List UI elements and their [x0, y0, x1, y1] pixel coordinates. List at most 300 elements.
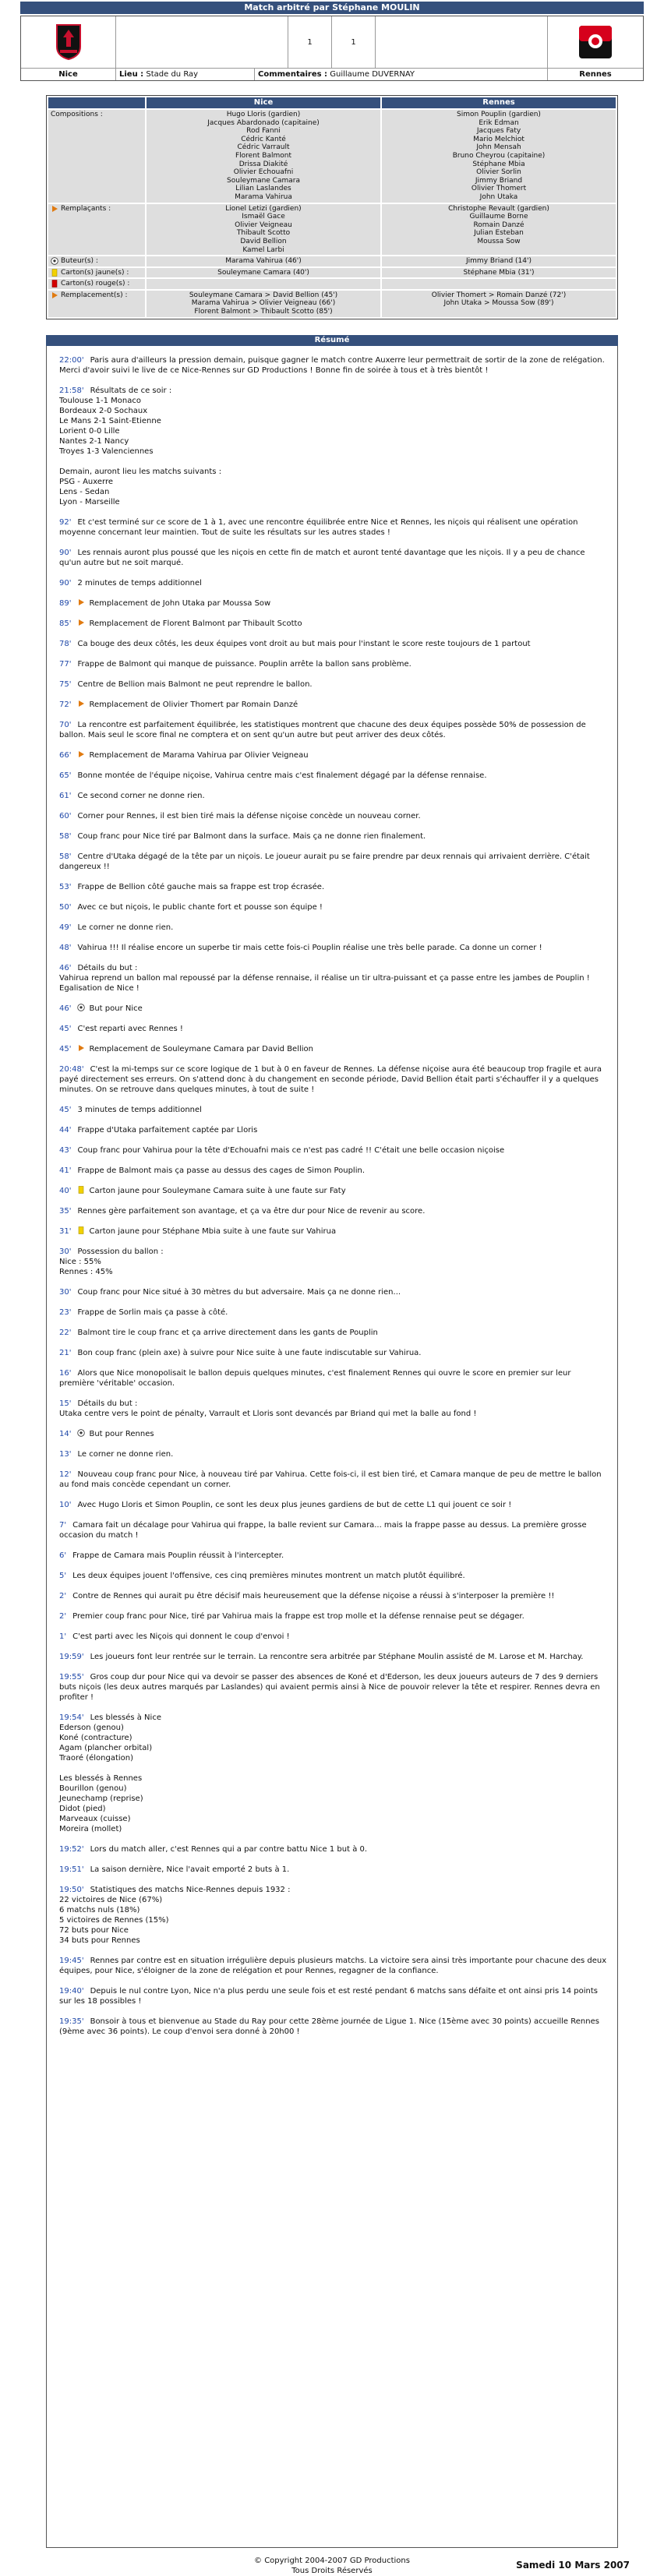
- entry-text: Remplacement de John Utaka par Moussa Sow: [89, 598, 271, 608]
- entry-text: Centre de Bellion mais Balmont ne peut reprendre le ballon.: [77, 679, 313, 689]
- lineup-row: [48, 256, 616, 266]
- goal-icon: [77, 1429, 85, 1437]
- entry-text-line: Rennes : 45%: [59, 1267, 113, 1276]
- entry-time: 22:00': [59, 355, 84, 365]
- entry-text: Ca bouge des deux côtés, les deux équipes vont droit au but mais pour l'instant le score reste toujours de 1 partout: [77, 639, 531, 648]
- entry-text-line: Nice : 55%: [59, 1257, 101, 1266]
- entry-time: 19:54': [59, 1713, 84, 1722]
- commentary-entry: [59, 791, 608, 801]
- match-scoreboard: [20, 16, 644, 81]
- entry-time: 10': [59, 1500, 72, 1509]
- player-name: Stéphane Mbia (31'): [463, 268, 535, 277]
- commentary-entry: [59, 852, 608, 872]
- commentary-entry: [59, 1328, 608, 1338]
- entry-text: La saison dernière, Nice l'avait emporté 2 buts à 1.: [90, 1865, 290, 1874]
- player-name: Stéphane Mbia: [472, 160, 525, 168]
- entry-text-line: Agam (plancher orbital): [59, 1743, 153, 1752]
- entry-time: 61': [59, 791, 72, 800]
- entry-text: Rennes par contre est en situation irrégulière depuis plusieurs matchs. La victoire sera ainsi très importante pour chacune des deux équipes, pour Nice, s'éloigner de la zone de relégation et pour Rennes, regagner de la confiance.: [59, 1956, 607, 1975]
- lineups-table: [46, 95, 618, 319]
- player-name: Jacques Faty: [476, 127, 521, 136]
- player-name: Florent Balmont > Thibault Scotto (85'): [194, 308, 333, 316]
- entry-text-line: Lorient 0-0 Lille: [59, 426, 120, 436]
- player-name: Olivier Echouafni: [233, 168, 294, 177]
- entry-text: Possession du ballon :: [77, 1247, 164, 1256]
- commentary-entry: [59, 548, 608, 568]
- commentary-entry: [59, 882, 608, 892]
- entry-time: 48': [59, 943, 72, 952]
- entry-time: 5': [59, 1571, 67, 1580]
- lineup-row: [48, 268, 616, 278]
- player-name: Florent Balmont: [235, 151, 291, 160]
- player-name: Cédric Kanté: [241, 135, 286, 143]
- commentary-entry: [59, 1591, 608, 1601]
- entry-text: Et c'est terminé sur ce score de 1 à 1, avec une rencontre équilibrée entre Nice et Rennes, les niçois qui réalisent une opération moyenne concernant leur maintien. Tout de suite les résultats sur les autres stades !: [59, 517, 578, 537]
- entry-text: C'est la mi-temps sur ce score logique de 1 but à 0 en faveur de Rennes. La défense niçoise aura été beaucoup trop fragile et aura payé directement ses erreurs. On s'attend donc à du changement en seconde période, David Bellion était parti s'échauffer il y a quelques minutes. On se retrouve dans quelques minutes, à tout de suite !: [59, 1064, 602, 1094]
- entry-time: 75': [59, 679, 72, 689]
- commentary-entry: [59, 639, 608, 649]
- entry-text: Frappe de Camara mais Pouplin réussit à l'intercepter.: [72, 1551, 284, 1560]
- home-team-name: Nice: [21, 69, 116, 80]
- entry-time: 16': [59, 1368, 72, 1378]
- player-name: Jimmy Briand (14'): [466, 257, 532, 266]
- entry-text: Le corner ne donne rien.: [77, 923, 174, 932]
- commentary-entry: [59, 1186, 608, 1196]
- entry-text: Le corner ne donne rien.: [77, 1449, 174, 1459]
- substitute-icon: [77, 750, 85, 758]
- commentary-entry: [59, 1500, 608, 1510]
- entry-text: C'est reparti avec Rennes !: [77, 1024, 183, 1033]
- commentary-entry: [59, 811, 608, 821]
- entry-text-line: Le Mans 2-1 Saint-Etienne: [59, 416, 161, 425]
- player-name: Jacques Abardonado (capitaine): [207, 118, 320, 127]
- commentary-entry: [59, 619, 608, 629]
- entry-time: 7': [59, 1520, 67, 1530]
- commentary-entry: [59, 1956, 608, 1976]
- commentary-entry: [59, 659, 608, 669]
- substitute-icon: [77, 700, 85, 708]
- entry-time: 41': [59, 1166, 72, 1175]
- player-name: Jimmy Briand: [475, 176, 523, 185]
- player-name: David Bellion: [240, 237, 287, 245]
- goal-icon: [77, 1004, 85, 1011]
- entry-text: Camara fait un décalage pour Vahirua qui frappe, la balle revient sur Camara... mais la frappe passe au dessus. La première grosse occasion du match !: [59, 1520, 587, 1540]
- commentary-entry: [59, 720, 608, 740]
- commentary-entry: [59, 1865, 608, 1875]
- entry-time: 14': [59, 1429, 72, 1438]
- entry-time: 45': [59, 1044, 72, 1053]
- entry-text: Corner pour Rennes, il est bien tiré mais la défense niçoise concède un nouveau corner.: [77, 811, 421, 820]
- player-name: Lilian Laslandes: [235, 185, 291, 193]
- entry-text-line: Les blessés à Rennes: [59, 1773, 143, 1783]
- entry-text: Coup franc pour Nice tiré par Balmont dans la surface. Mais ça ne donne rien finalement.: [77, 831, 426, 841]
- entry-text: Remplacement de Souleymane Camara par David Bellion: [89, 1044, 313, 1053]
- commentary-entry: [59, 1844, 608, 1854]
- entry-text: Remplacement de Marama Vahirua par Olivier Veigneau: [89, 750, 309, 760]
- entry-text: La rencontre est parfaitement équilibrée, les statistiques montrent que chacune des deux équipes possède 50% de possession de ballon. Mais seul le score final ne comptera et on sent qu'un autre but peut arriver des deux côtés.: [59, 720, 586, 739]
- nice-crest-icon: [55, 23, 82, 61]
- entry-text: Bonsoir à tous et bienvenue au Stade du Ray pour cette 28ème journée de Ligue 1. Nice (15ème avec 30 points) accueille Rennes (9ème avec 36 points). Le coup d'envoi sera donné à 20h00 !: [59, 2017, 599, 2036]
- player-name: John Utaka: [479, 192, 518, 201]
- entry-text: 2 minutes de temps additionnel: [77, 578, 202, 588]
- entry-text-line: [59, 457, 608, 467]
- entry-time: 89': [59, 598, 72, 608]
- player-name: Souleymane Camara (40'): [217, 268, 309, 277]
- lineup-row-label: Remplaçants :: [61, 204, 111, 213]
- entry-text: Carton jaune pour Stéphane Mbia suite à une faute sur Vahirua: [89, 1226, 337, 1236]
- entry-time: 49': [59, 923, 72, 932]
- entry-text-line: 34 buts pour Rennes: [59, 1936, 140, 1945]
- entry-text: Frappe de Bellion côté gauche mais sa frappe est trop écrasée.: [77, 882, 325, 891]
- entry-time: 19:40': [59, 1986, 84, 1996]
- commentary-entry: [59, 750, 608, 760]
- commentary-entry: [59, 1652, 608, 1662]
- home-score: 1: [288, 16, 332, 68]
- commentary-entry: [59, 1713, 608, 1834]
- rights-text: Tous Droits Réservés: [291, 2566, 373, 2575]
- player-name: Souleymane Camara: [227, 176, 300, 185]
- lineup-home-cell: [147, 110, 380, 203]
- entry-time: 45': [59, 1105, 72, 1114]
- entry-time: 43': [59, 1145, 72, 1155]
- lineup-row-label: Buteur(s) :: [61, 257, 98, 266]
- goal-icon: [51, 257, 58, 265]
- player-name: Hugo Lloris (gardien): [226, 111, 301, 118]
- lineup-home-cell: [147, 279, 380, 289]
- entry-text-line: [59, 1763, 608, 1773]
- yellow-card-icon: [77, 1186, 85, 1194]
- entry-text-line: Traoré (élongation): [59, 1753, 134, 1763]
- player-name: Romain Danzé: [473, 221, 524, 229]
- commentary-entry: [59, 1348, 608, 1358]
- player-name: Olivier Sorlin: [476, 168, 521, 177]
- commentary-entry: [59, 1571, 608, 1581]
- lineup-header-home: Nice: [147, 97, 380, 108]
- entry-time: 19:45': [59, 1956, 84, 1965]
- commentary-entry: [59, 679, 608, 690]
- player-name: Bruno Cheyrou (capitaine): [452, 151, 546, 160]
- entry-text-line: Lyon - Marseille: [59, 497, 120, 506]
- commentary-entry: [59, 1064, 608, 1095]
- entry-text-line: 5 victoires de Rennes (15%): [59, 1915, 169, 1925]
- lineup-row: [48, 279, 616, 289]
- lineup-away-cell: [382, 291, 616, 317]
- commentary-entry: [59, 1368, 608, 1389]
- player-name: Cédric Varrault: [237, 143, 290, 152]
- entry-time: 65': [59, 771, 72, 780]
- lineup-away-cell: [382, 256, 616, 266]
- entry-time: 2': [59, 1591, 67, 1600]
- commentary-entry: [59, 2017, 608, 2037]
- entry-text: Statistiques des matchs Nice-Rennes depuis 1932 :: [90, 1885, 291, 1894]
- player-name: Simon Pouplin (gardien): [457, 111, 541, 118]
- entry-text-line: Bourillon (genou): [59, 1784, 127, 1793]
- venue-label: Lieu :: [119, 70, 144, 79]
- substitute-icon: [51, 205, 58, 213]
- entry-time: 19:51': [59, 1865, 84, 1874]
- commentary-entry: [59, 1551, 608, 1561]
- substitute-icon: [77, 619, 85, 626]
- entry-time: 22': [59, 1328, 72, 1337]
- entry-text-line: 6 matchs nuls (18%): [59, 1905, 140, 1914]
- player-name: Olivier Thomert: [471, 185, 527, 193]
- entry-time: 50': [59, 902, 72, 912]
- commentary-entry: [59, 578, 608, 588]
- commentary-entry: [59, 1307, 608, 1318]
- entry-time: 46': [59, 963, 72, 972]
- player-name: Rod Fanni: [246, 127, 281, 136]
- entry-text: Depuis le nul contre Lyon, Nice n'a plus perdu une seule fois et est resté pendant 6 matchs sans défaite et ont ainsi pris 14 points sur les 18 possibles !: [59, 1986, 598, 2006]
- entry-text: Remplacement de Florent Balmont par Thibault Scotto: [89, 619, 302, 628]
- entry-time: 58': [59, 852, 72, 861]
- commentary-entry: [59, 831, 608, 842]
- lineup-row-label: Remplacement(s) :: [61, 291, 128, 299]
- lineup-away-cell: [382, 268, 616, 278]
- entry-text: But pour Rennes: [89, 1429, 154, 1438]
- entry-text-line: Lens - Sedan: [59, 487, 110, 496]
- commentary-entry: [59, 902, 608, 912]
- lineup-away-cell: [382, 204, 616, 256]
- player-name: Marama Vahirua > Olivier Veigneau (66'): [191, 299, 336, 308]
- entry-text-line: Moreira (mollet): [59, 1824, 122, 1833]
- player-name: Guillaume Borne: [469, 213, 528, 221]
- entry-text: Résultats de ce soir :: [90, 386, 172, 395]
- entry-time: 90': [59, 548, 72, 557]
- player-name: Souleymane Camara > David Bellion (45'): [189, 291, 338, 299]
- entry-text: Bon coup franc (plein axe) à suivre pour Nice suite à une faute indiscutable sur Vahirua.: [77, 1348, 422, 1357]
- player-name: Olivier Thomert > Romain Danzé (72'): [431, 291, 567, 299]
- entry-time: 15': [59, 1399, 72, 1408]
- entry-text: Ce second corner ne donne rien.: [77, 791, 205, 800]
- entry-time: 19:55': [59, 1672, 84, 1681]
- commentary-entry: [59, 1520, 608, 1540]
- entry-text-line: Bordeaux 2-0 Sochaux: [59, 406, 148, 415]
- player-name: Christophe Revault (gardien): [448, 204, 549, 213]
- entry-text-line: Didot (pied): [59, 1804, 106, 1813]
- player-name: Marama Vahirua: [235, 192, 292, 201]
- home-team-logo: [21, 16, 116, 68]
- commentary-entry: [59, 355, 608, 376]
- commentary-entry: [59, 1632, 608, 1642]
- entry-text: Gros coup dur pour Nice qui va devoir se passer des absences de Koné et d'Ederson, les deux joueurs auteurs de 7 des 9 derniers buts niçois (les deux autres marqués par Laslandes) qui avaient permis ainsi à Nice de pouvoir relever la tête et respirer. Rennes devra en profiter !: [59, 1672, 600, 1702]
- commentary-entry: [59, 1287, 608, 1297]
- entry-text: Les deux équipes jouent l'offensive, ces cinq premières minutes montrent un match plutôt équilibré.: [72, 1571, 465, 1580]
- player-name: Moussa Sow: [477, 237, 521, 245]
- entry-text-line: Vahirua reprend un ballon mal repoussé par la défense rennaise, il réalise un tir ultra-puissant et ça passe entre les jambes de Pouplin ! Egalisation de Nice !: [59, 973, 590, 993]
- entry-time: 2': [59, 1611, 67, 1621]
- lineup-home-cell: [147, 268, 380, 278]
- summary-title: Résumé: [46, 335, 618, 346]
- match-date: Samedi 10 Mars 2007: [516, 2559, 630, 2571]
- entry-text: Avec ce but niçois, le public chante fort et pousse son équipe !: [77, 902, 323, 912]
- entry-time: 30': [59, 1287, 72, 1297]
- commentary-entry: [59, 1885, 608, 1946]
- entry-text-line: 22 victoires de Nice (67%): [59, 1895, 163, 1904]
- lineup-row-label: Compositions :: [51, 111, 103, 118]
- entry-text: Détails du but :: [77, 1399, 138, 1408]
- entry-time: 23': [59, 1307, 72, 1317]
- entry-text: Avec Hugo Lloris et Simon Pouplin, ce sont les deux plus jeunes gardiens de but de cette L1 qui jouent ce soir !: [77, 1500, 512, 1509]
- entry-text: Alors que Nice monopolisait le ballon depuis quelques minutes, c'est finalement Rennes qui ouvre le score en premier sur leur première 'véritable' occasion.: [59, 1368, 571, 1388]
- commentary-entry: [59, 1166, 608, 1176]
- entry-text-line: Troyes 1-3 Valenciennes: [59, 446, 154, 456]
- entry-time: 78': [59, 639, 72, 648]
- commentary-entry: [59, 963, 608, 993]
- entry-time: 60': [59, 811, 72, 820]
- entry-text: Frappe de Sorlin mais ça passe à côté.: [77, 1307, 228, 1317]
- entry-text-line: Ederson (genou): [59, 1723, 124, 1732]
- entry-time: 40': [59, 1186, 72, 1195]
- entry-text: Lors du match aller, c'est Rennes qui a par contre battu Nice 1 but à 0.: [90, 1844, 368, 1854]
- lineup-row-label: Carton(s) jaune(s) :: [61, 268, 129, 277]
- entry-time: 92': [59, 517, 72, 527]
- commentator-name: Guillaume DUVERNAY: [330, 70, 415, 79]
- entry-time: 45': [59, 1024, 72, 1033]
- entry-time: 70': [59, 720, 72, 729]
- lineup-row: [48, 204, 616, 256]
- entry-time: 90': [59, 578, 72, 588]
- entry-text-line: Nantes 2-1 Nancy: [59, 436, 129, 446]
- entry-time: 44': [59, 1125, 72, 1134]
- commentary-entry: [59, 1105, 608, 1115]
- entry-time: 58': [59, 831, 72, 841]
- entry-time: 19:52': [59, 1844, 84, 1854]
- comments-label: Commentaires :: [258, 70, 328, 79]
- entry-text: Les rennais auront plus poussé que les niçois en cette fin de match et auront tenté davantage que les niçois. Il y a peu de chance qu'un autre but ne soit marqué.: [59, 548, 585, 567]
- player-name: Marama Vahirua (46'): [225, 257, 302, 266]
- entry-text: Frappe de Balmont qui manque de puissance. Pouplin arrête la ballon sans problème.: [77, 659, 411, 669]
- player-name: Ismaël Gace: [242, 213, 285, 221]
- player-name: Kamel Larbi: [242, 245, 284, 254]
- entry-text: Les blessés à Nice: [90, 1713, 161, 1722]
- live-commentary: [46, 346, 618, 2548]
- entry-text: Les joueurs font leur rentrée sur le terrain. La rencontre sera arbitrée par Stéphane Moulin assisté de M. Larose et M. Harchay.: [90, 1652, 584, 1661]
- entry-time: 19:50': [59, 1885, 84, 1894]
- entry-time: 12': [59, 1470, 72, 1479]
- substitute-icon: [77, 598, 85, 606]
- commentary-entry: [59, 1247, 608, 1277]
- entry-text: Frappe de Balmont mais ça passe au dessus des cages de Simon Pouplin.: [77, 1166, 366, 1175]
- commentary-entry: [59, 1206, 608, 1216]
- lineup-away-cell: [382, 110, 616, 203]
- entry-text: Frappe d'Utaka parfaitement captée par Lloris: [77, 1125, 258, 1134]
- away-team-logo: [548, 16, 643, 68]
- commentary-entry: [59, 1145, 608, 1156]
- player-name: Mario Melchiot: [473, 135, 524, 143]
- entry-text: Bonne montée de l'équipe niçoise, Vahirua centre mais c'est finalement dégagé par la défense rennaise.: [77, 771, 487, 780]
- copyright-text: © Copyright 2004-2007 GD Productions: [254, 2556, 410, 2565]
- entry-text-line: Koné (contracture): [59, 1733, 132, 1742]
- entry-time: 21': [59, 1348, 72, 1357]
- lineup-row-label: Carton(s) rouge(s) :: [61, 280, 130, 288]
- commentary-entry: [59, 1449, 608, 1459]
- entry-text: Coup franc pour Vahirua pour la tête d'Echouafni mais ce n'est pas cadré !! C'était une belle occasion niçoise: [77, 1145, 505, 1155]
- entry-text: 3 minutes de temps additionnel: [77, 1105, 202, 1114]
- entry-time: 53': [59, 882, 72, 891]
- lineup-row: [48, 291, 616, 317]
- entry-text: C'est parti avec les Niçois qui donnent le coup d'envoi !: [72, 1632, 290, 1641]
- rennes-crest-icon: [577, 24, 613, 60]
- lineup-home-cell: [147, 204, 380, 256]
- entry-text: Remplacement de Olivier Thomert par Romain Danzé: [89, 700, 298, 709]
- red-card-icon: [51, 280, 58, 288]
- entry-text-line: Jeunechamp (reprise): [59, 1794, 143, 1803]
- entry-text-line: 72 buts pour Nice: [59, 1925, 129, 1935]
- commentary-entry: [59, 923, 608, 933]
- entry-text: Détails du but :: [77, 963, 138, 972]
- match-title: Match arbitré par Stéphane MOULIN: [20, 2, 644, 14]
- entry-time: 1': [59, 1632, 67, 1641]
- commentary-entry: [59, 1044, 608, 1054]
- entry-time: 46': [59, 1004, 72, 1013]
- entry-time: 77': [59, 659, 72, 669]
- substitute-icon: [51, 291, 58, 299]
- lineup-row: [48, 110, 616, 203]
- commentary-entry: [59, 517, 608, 538]
- entry-text: Carton jaune pour Souleymane Camara suite à une faute sur Faty: [89, 1186, 346, 1195]
- player-name: Thibault Scotto: [236, 229, 291, 238]
- commentary-entry: [59, 1611, 608, 1621]
- entry-text-line: PSG - Auxerre: [59, 477, 114, 486]
- player-name: Julian Esteban: [474, 229, 524, 238]
- player-name: John Mensah: [476, 143, 521, 152]
- lineup-away-cell: [382, 279, 616, 289]
- commentary-entry: [59, 386, 608, 507]
- entry-time: 31': [59, 1226, 72, 1236]
- entry-text: Premier coup franc pour Nice, tiré par Vahirua mais la frappe est trop molle et la défense rennaise peut se dégager.: [72, 1611, 524, 1621]
- commentary-entry: [59, 1429, 608, 1439]
- entry-time: 19:59': [59, 1652, 84, 1661]
- player-name: Erik Edman: [479, 118, 519, 127]
- entry-time: 21:58': [59, 386, 84, 395]
- entry-text: Paris aura d'ailleurs la pression demain, puisque gagner le match contre Auxerre leur permettrait de sortir de la zone de relégation. Merci d'avoir suivi le live de ce Nice-Rennes sur GD Productions ! Bonne fin de soirée à tous et à très bientôt !: [59, 355, 605, 375]
- entry-text: Nouveau coup franc pour Nice, à nouveau tiré par Vahirua. Cette fois-ci, il est bien tiré, et Camara manque de peu de mettre le ballon au fond mais concède cependant un corner.: [59, 1470, 602, 1489]
- entry-time: 13': [59, 1449, 72, 1459]
- player-name: John Utaka > Moussa Sow (89'): [443, 299, 554, 308]
- entry-time: 19:35': [59, 2017, 84, 2026]
- entry-text: Coup franc pour Nice situé à 30 mètres du but adversaire. Mais ça ne donne rien...: [77, 1287, 401, 1297]
- entry-time: 30': [59, 1247, 72, 1256]
- entry-text: Rennes gère parfaitement son avantage, et ça va être dur pour Nice de revenir au score.: [77, 1206, 426, 1216]
- entry-time: 66': [59, 750, 72, 760]
- entry-time: 6': [59, 1551, 67, 1560]
- commentary-entry: [59, 1672, 608, 1703]
- commentary-entry: [59, 771, 608, 781]
- away-score: 1: [332, 16, 376, 68]
- away-team-name: Rennes: [579, 70, 612, 79]
- entry-text-line: Demain, auront lieu les matchs suivants :: [59, 467, 222, 476]
- entry-text-line: Toulouse 1-1 Monaco: [59, 396, 141, 405]
- entry-text: But pour Nice: [89, 1004, 143, 1013]
- commentary-entry: [59, 1986, 608, 2006]
- lineup-home-cell: [147, 291, 380, 317]
- commentary-entry: [59, 1470, 608, 1490]
- lineup-home-cell: [147, 256, 380, 266]
- entry-time: 72': [59, 700, 72, 709]
- substitute-icon: [77, 1044, 85, 1052]
- player-name: Lionel Letizi (gardien): [225, 204, 302, 213]
- entry-time: 35': [59, 1206, 72, 1216]
- entry-time: 20:48': [59, 1064, 84, 1074]
- entry-text-line: Marveaux (cuisse): [59, 1814, 131, 1823]
- commentary-entry: [59, 1399, 608, 1419]
- player-name: Drissa Diakité: [238, 160, 288, 168]
- entry-text: Centre d'Utaka dégagé de la tête par un niçois. Le joueur aurait pu se faire prendre par deux rennais qui arrivaient derrière. C'était dangereux !!: [59, 852, 590, 871]
- entry-text: Contre de Rennes qui aurait pu être décisif mais heureusement que la défense niçoise a réussi à s'interposer la première !!: [72, 1591, 555, 1600]
- entry-text: Balmont tire le coup franc et ça arrive directement dans les gants de Pouplin: [77, 1328, 378, 1337]
- commentary-entry: [59, 943, 608, 953]
- yellow-card-icon: [77, 1226, 85, 1234]
